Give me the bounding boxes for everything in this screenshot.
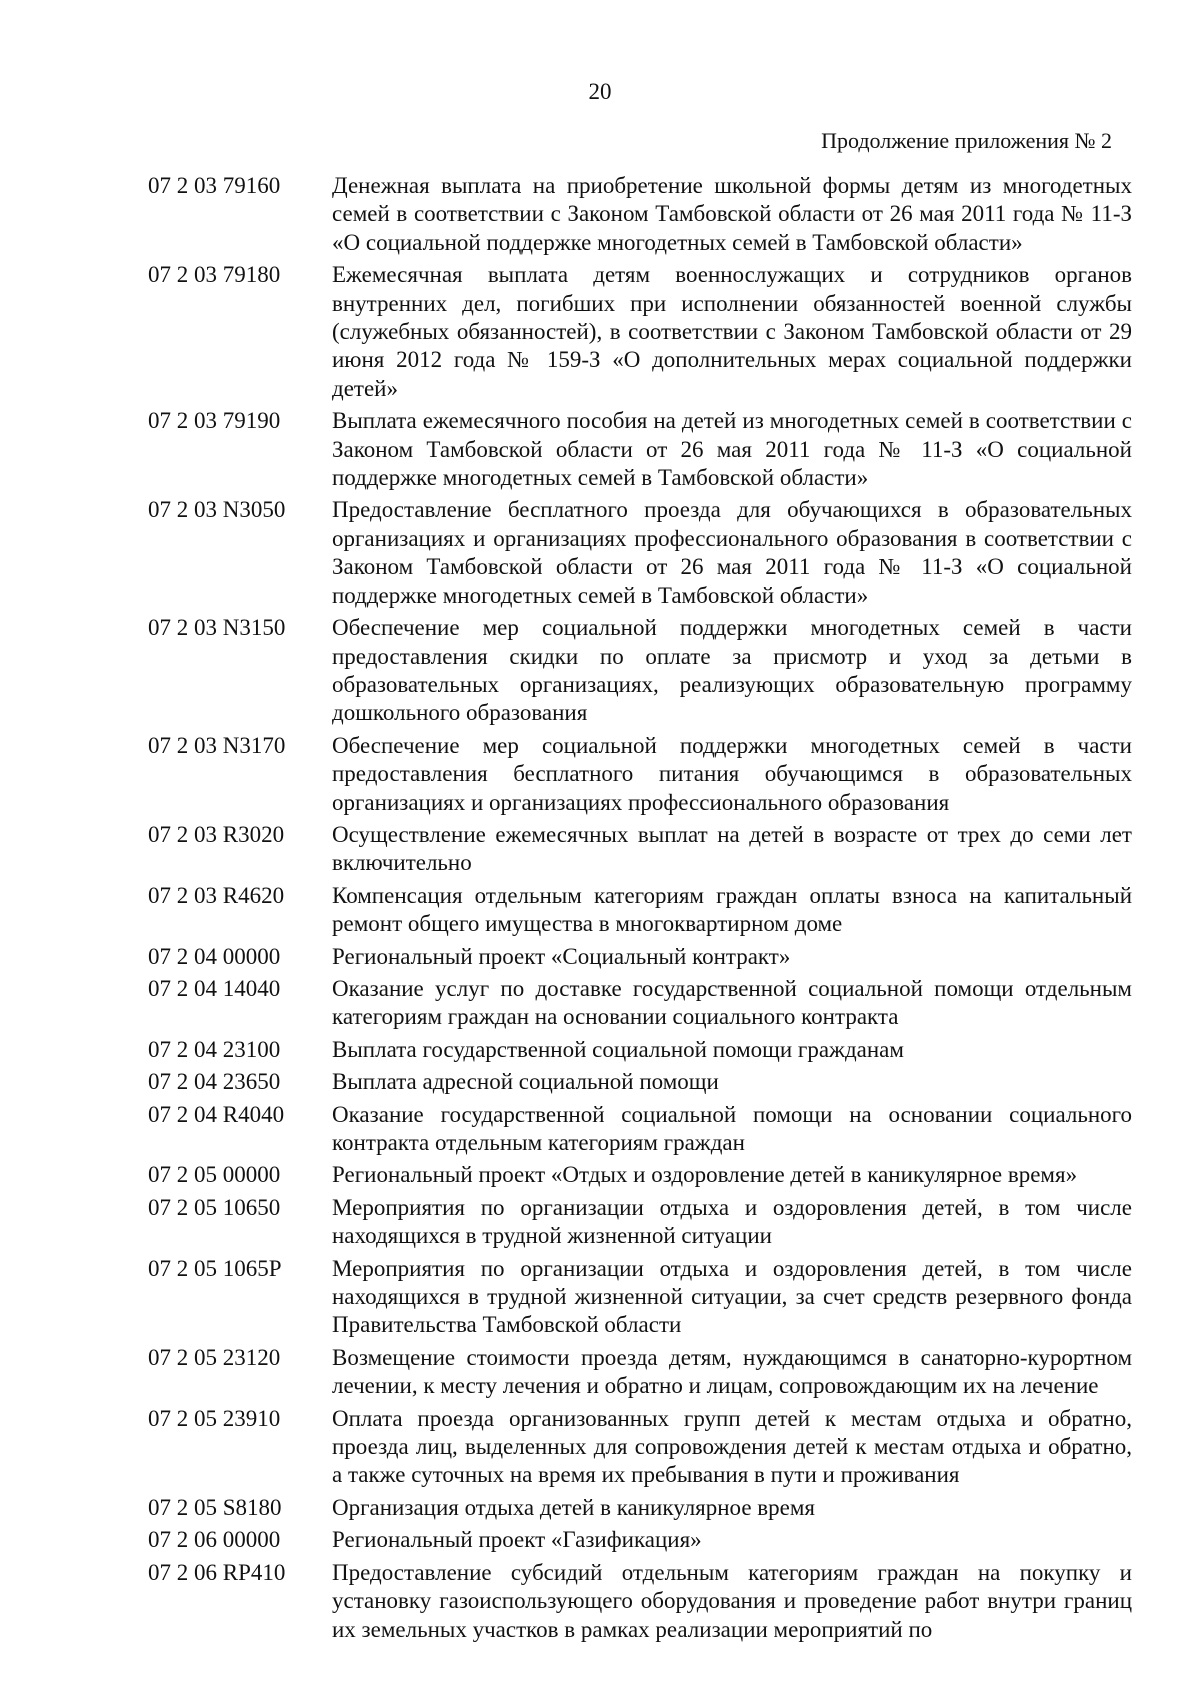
entry-code: 07 2 03 N3150 bbox=[148, 615, 286, 641]
entry-row bbox=[148, 882, 1132, 939]
entry-description: Оказание государственной социальной помощи на основании социального контракта отдельным категориям граждан bbox=[332, 1101, 1132, 1155]
entry-row bbox=[148, 261, 1132, 403]
entry-description: Предоставление субсидий отдельным категориям граждан на покупку и установку газоиспользующего оборудования и проведение работ внутри границ их земельных участков в рамках реализации мероприятий по bbox=[332, 1559, 1132, 1642]
entry-description: Выплата ежемесячного пособия на детей из многодетных семей в соответствии с Законом Тамбовской области от 26 мая 2011 года № 11-З «О социальной поддержке многодетных семей в Тамбовской области» bbox=[332, 408, 1132, 491]
entry-description: Выплата государственной социальной помощи гражданам bbox=[332, 1036, 904, 1062]
entry-row bbox=[148, 1068, 1132, 1096]
entry-row bbox=[148, 1101, 1132, 1158]
entry-description: Региональный проект «Газификация» bbox=[332, 1527, 702, 1553]
entry-description: Предоставление бесплатного проезда для обучающихся в образовательных организациях и организациях профессионального образования в соответствии с Законом Тамбовской области от 26 мая 2011 года № 11-З «О социальной поддержке многодетных семей в Тамбовской области» bbox=[332, 497, 1132, 608]
entry-description: Оплата проезда организованных групп детей к местам отдыха и обратно, проезда лиц, выделенных для сопровождения детей к местам отдыха и обратно, а также суточных на время их пребывания в пути и проживания bbox=[332, 1405, 1132, 1488]
entry-code: 07 2 03 N3170 bbox=[148, 732, 286, 758]
entry-row bbox=[148, 975, 1132, 1032]
entry-description: Компенсация отдельным категориям граждан оплаты взноса на капитальный ремонт общего имущества в многоквартирном доме bbox=[332, 882, 1132, 937]
entry-code: 07 2 03 R4620 bbox=[148, 882, 285, 908]
entry-code: 07 2 04 23100 bbox=[148, 1036, 281, 1062]
entry-row bbox=[148, 732, 1132, 817]
entry-description: Оказание услуг по доставке государственной социальной помощи отдельным категориям граждан на основании социального контракта bbox=[332, 975, 1132, 1030]
entry-code: 07 2 05 10650 bbox=[148, 1194, 281, 1220]
entry-row bbox=[148, 1494, 1132, 1522]
entry-code: 07 2 03 79180 bbox=[148, 262, 281, 288]
entry-row bbox=[148, 1255, 1132, 1340]
entry-description: Денежная выплата на приобретение школьной формы детям из многодетных семей в соответствии с Законом Тамбовской области от 26 мая 2011 года № 11-З «О социальной поддержке многодетных семей в Тамбовской области» bbox=[332, 173, 1132, 255]
entry-code: 07 2 05 23910 bbox=[148, 1405, 281, 1431]
entry-list bbox=[148, 172, 1132, 1648]
entry-code: 07 2 05 00000 bbox=[148, 1162, 281, 1188]
entry-code: 07 2 06 00000 bbox=[148, 1527, 281, 1553]
entry-row bbox=[148, 1526, 1132, 1554]
entry-code: 07 2 04 23650 bbox=[148, 1069, 281, 1095]
entry-code: 07 2 05 23120 bbox=[148, 1344, 281, 1370]
entry-code: 07 2 04 R4040 bbox=[148, 1101, 285, 1127]
entry-row bbox=[148, 1194, 1132, 1251]
entry-code: 07 2 03 79190 bbox=[148, 408, 281, 434]
entry-code: 07 2 04 00000 bbox=[148, 943, 281, 969]
entry-code: 07 2 06 RP410 bbox=[148, 1559, 286, 1585]
entry-code: 07 2 04 14040 bbox=[148, 975, 281, 1001]
entry-row bbox=[148, 1036, 1132, 1064]
entry-description: Мероприятия по организации отдыха и оздоровления детей, в том числе находящихся в трудной жизненной ситуации bbox=[332, 1194, 1132, 1249]
entry-row bbox=[148, 1344, 1132, 1401]
entry-row bbox=[148, 821, 1132, 878]
entry-description: Осуществление ежемесячных выплат на детей в возрасте от трех до семи лет включительно bbox=[332, 821, 1132, 876]
entry-code: 07 2 03 N3050 bbox=[148, 497, 286, 523]
entry-row bbox=[148, 1405, 1132, 1490]
entry-row bbox=[148, 1161, 1132, 1189]
entry-code: 07 2 03 R3020 bbox=[148, 821, 285, 847]
entry-description: Региональный проект «Отдых и оздоровление детей в каникулярное время» bbox=[332, 1162, 1078, 1188]
entry-description: Обеспечение мер социальной поддержки многодетных семей в части предоставления бесплатного питания обучающимся в образовательных организациях и организациях профессионального образования bbox=[332, 732, 1132, 815]
entry-description: Обеспечение мер социальной поддержки многодетных семей в части предоставления скидки по оплате за присмотр и уход за детьми в образовательных организациях, реализующих образовательную программу дошкольного образования bbox=[332, 615, 1132, 726]
entry-description: Организация отдыха детей в каникулярное время bbox=[332, 1494, 815, 1520]
entry-description: Выплата адресной социальной помощи bbox=[332, 1069, 719, 1095]
entry-code: 07 2 05 1065Р bbox=[148, 1255, 282, 1281]
entry-description: Возмещение стоимости проезда детям, нуждающимся в санаторно-курортном лечении, к месту лечения и обратно и лицам, сопровождающим их на лечение bbox=[332, 1344, 1132, 1399]
appendix-label: Продолжение приложения № 2 bbox=[821, 128, 1112, 153]
entry-description: Мероприятия по организации отдыха и оздоровления детей, в том числе находящихся в трудной жизненной ситуации, за счет средств резервного фонда Правительства Тамбовской области bbox=[332, 1255, 1132, 1338]
entry-description: Ежемесячная выплата детям военнослужащих и сотрудников органов внутренних дел, погибших при исполнении обязанностей военной службы (служебных обязанностей), в соответствии с Законом Тамбовской области от 29 июня 2012 года № 159-З «О дополнительных мерах социальной поддержки детей» bbox=[332, 262, 1132, 401]
entry-row bbox=[148, 614, 1132, 728]
entry-row bbox=[148, 1559, 1132, 1644]
entry-row bbox=[148, 172, 1132, 257]
entry-code: 07 2 05 S8180 bbox=[148, 1494, 282, 1520]
page-number: 20 bbox=[588, 79, 612, 104]
entry-code: 07 2 03 79160 bbox=[148, 173, 281, 198]
entry-row bbox=[148, 407, 1132, 492]
entry-description: Региональный проект «Социальный контракт» bbox=[332, 943, 791, 969]
entry-row bbox=[148, 496, 1132, 610]
entry-row bbox=[148, 943, 1132, 971]
